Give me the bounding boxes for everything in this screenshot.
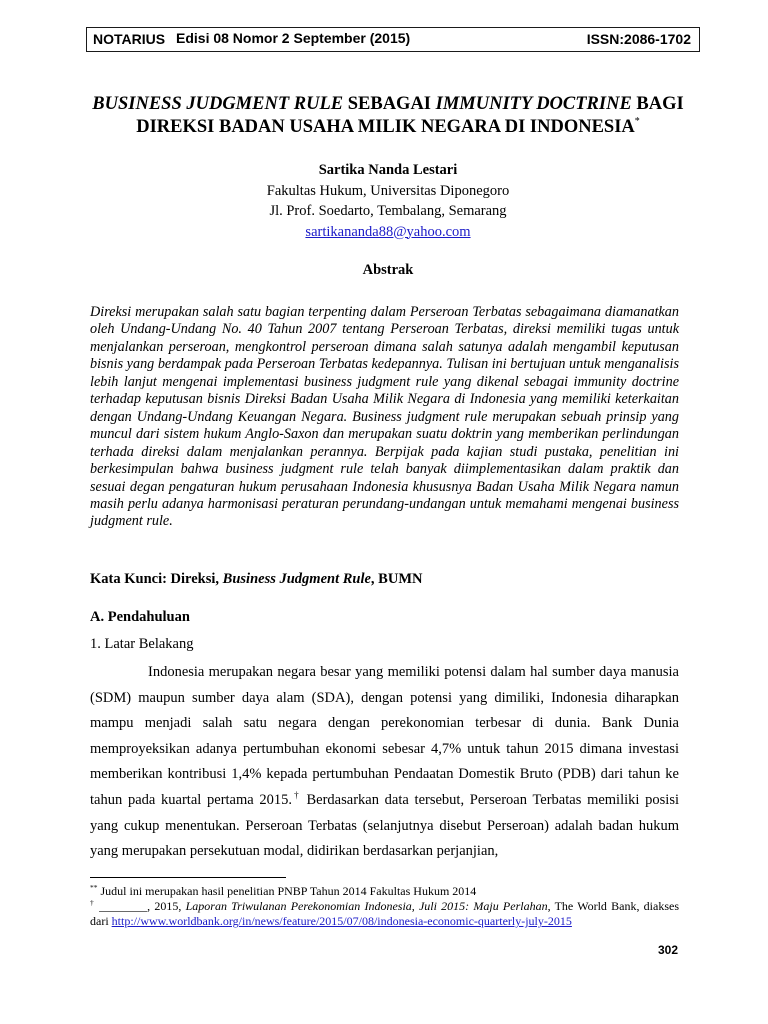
footnote-2-link[interactable]: http://www.worldbank.org/in/news/feature/2015/07/08/indonesia-economic-quarterly-july-2015 [111, 914, 572, 929]
footnote-1-mark: ** [90, 883, 98, 892]
footnote-1-text: Judul ini merupakan hasil penelitian PNBP Tahun 2014 Fakultas Hukum 2014 [97, 884, 477, 898]
keywords [90, 571, 679, 588]
footnote-1 [90, 884, 679, 899]
title-connector-bagi: BAGI [631, 94, 684, 114]
page-number: 302 [657, 943, 678, 957]
author-block [80, 160, 696, 242]
footnote-2-mark: † [90, 898, 95, 908]
author-name: Sartika Nanda Lestari [318, 162, 458, 178]
section-heading: A. Pendahuluan [90, 609, 190, 625]
footnote-2-prefix: ________, 2015, [94, 899, 186, 914]
journal-issn: ISSN:2086-1702 [586, 31, 691, 47]
title-footnote-mark: * [634, 116, 640, 127]
title-line-2: DIREKSI BADAN USAHA MILIK NEGARA DI INDONESIA [136, 117, 635, 137]
journal-header [86, 27, 700, 52]
keywords-italic-term: Business Judgment Rule [222, 571, 371, 587]
footnotes [90, 884, 679, 930]
body-footnote-mark[interactable]: † [292, 789, 301, 800]
author-address: Jl. Prof. Soedarto, Tembalang, Semarang [269, 203, 507, 219]
body-paragraph [90, 660, 679, 865]
keywords-label: Kata Kunci: Direksi, [90, 571, 223, 587]
footnote-2-report-title: Laporan Triwulanan Perekonomian Indonesia, Juli 2015: Maju Perlahan [185, 899, 548, 914]
journal-edition: Edisi 08 Nomor 2 September (2015) [176, 30, 411, 46]
paper-title [80, 93, 696, 139]
footnote-2-suffix: , The World Bank, diakses dari [90, 899, 680, 929]
title-connector-sebagai: SEBAGAI [343, 94, 436, 114]
body-text-part1: Indonesia merupakan negara besar yang memiliki potensi dalam hal sumber daya manusia (SDM) maupun sumber daya alam (SDA), dengan potensi yang dimiliki, Indonesia diharapkan mampu menjadi salah satu negara dengan perekonomian terbesar di dunia. Bank Dunia memproyeksikan adanya pertumbuhan ekonomi sebesar 4,7% untuk tahun 2015 dimana investasi memberikan kontribusi 1,4% kepada pertumbuhan Pendaatan Domestik Bruto (PDB) dari tahun ke tahun pada kuartal pertama 2015. [90, 664, 679, 808]
journal-name: NOTARIUS [93, 31, 166, 47]
title-phrase-immunity: IMMUNITY DOCTRINE [435, 94, 632, 114]
abstract-heading: Abstrak [362, 262, 414, 278]
abstract-text: Direksi merupakan salah satu bagian terpenting dalam Perseroan Terbatas sebagaimana diamanatkan oleh Undang-Undang No. 40 Tahun 2007 tentang Perseroan Terbatas, direksi memiliki tugas untuk menjalankan perseroan, mengkontrol perseroan dimana salah satunya adalah mengambil keputusan bisnis yang berdampak pada Perseroan Terbatas kedepannya. Tulisan ini bertujuan untuk menganalisis lebih lanjut mengenai implementasi business judgment rule yang dikenal sebagai immunity doctrine terhadap keputusan bisnis Direksi Badan Usaha Milik Negara di Indonesia yang memiliki keterkaitan dengan Undang-Undang Keuangan Negara. Business judgment rule merupakan sebuah prinsip yang muncul dari sistem hukum Anglo-Saxon dan merupakan suatu doktrin yang memberikan perlindungan terhada direksi dalam menjalankan perannya. Berpijak pada kajian studi pustaka, penelitian ini berkesimpulan bahwa business judgment rule telah banyak diimplementasikan dalam praktik dan sesuai degan pengaturan hukum perusahaan Indonesia khususnya Badan Usaha Milik Negara namun masih perlu adanya harmonisasi peraturan perundang-undangan untuk memahami mengenai business judgment rule. [90, 304, 679, 530]
subsection-heading: 1. Latar Belakang [90, 636, 194, 652]
body-text-part2: Berdasarkan data tersebut, Perseroan Terbatas memiliki posisi yang cukup menentukan. Perseroan Terbatas (selanjutnya disebut Perseroan) adalah badan hukum yang merupakan persekutuan modal, didirikan berdasarkan perjanjian, [90, 791, 679, 860]
keywords-rest: , BUMN [370, 571, 423, 587]
footnote-divider [90, 877, 286, 878]
author-affiliation: Fakultas Hukum, Universitas Diponegoro [266, 182, 510, 199]
author-email-link[interactable]: sartikananda88@yahoo.com [305, 223, 471, 240]
title-phrase-bjr: BUSINESS JUDGMENT RULE [92, 94, 344, 114]
footnote-2 [90, 899, 679, 929]
